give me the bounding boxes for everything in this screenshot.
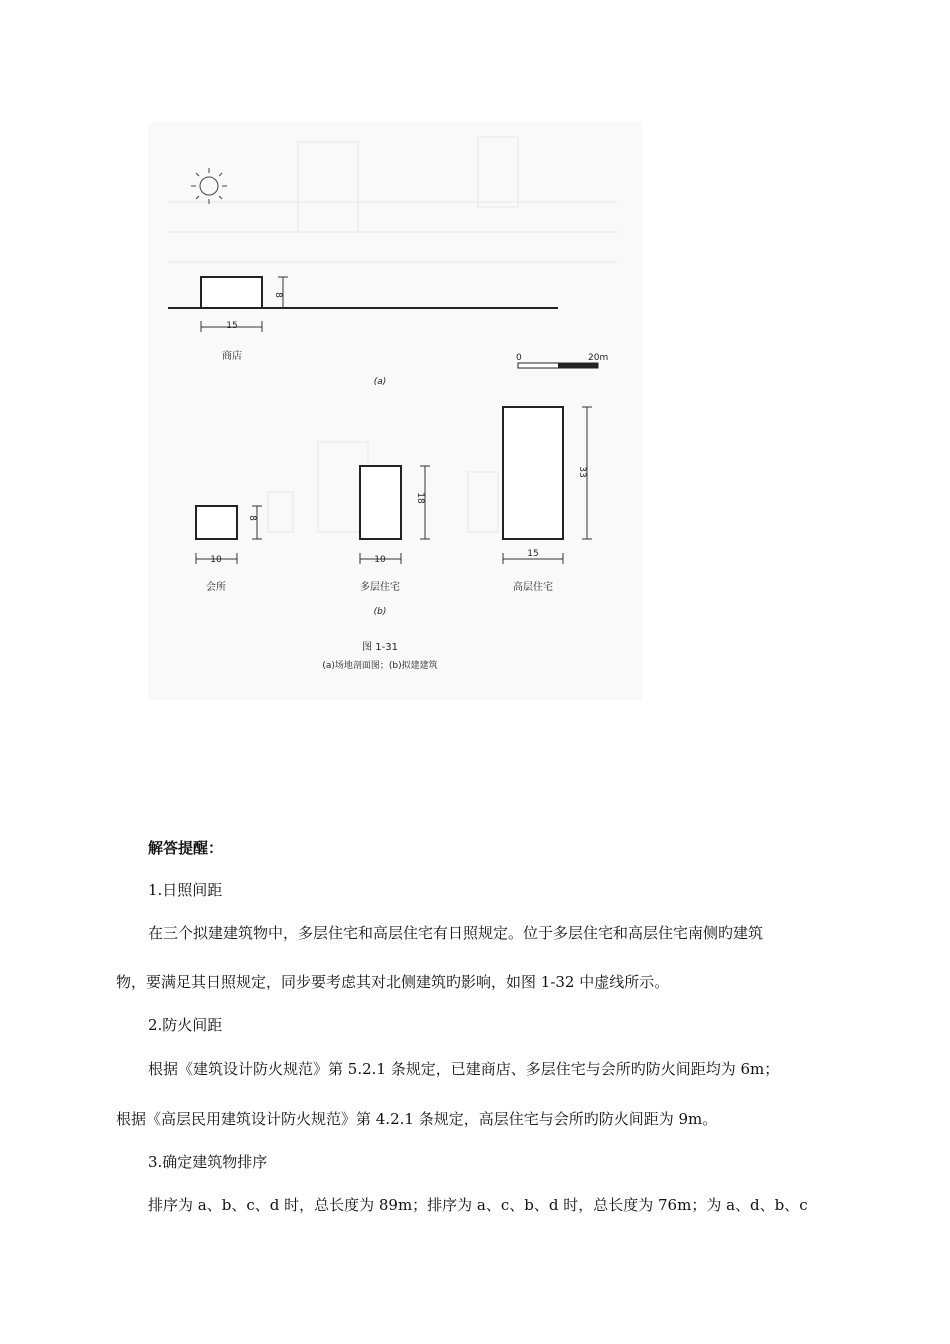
scale-end: 20m: [588, 353, 609, 363]
multi-width-label: 10: [374, 555, 386, 565]
club-building: [196, 506, 237, 539]
s3-title: 3.确定建筑物排序: [148, 1153, 268, 1171]
caption-sub: (a)场地剖面图；(b)拟建建筑: [322, 661, 438, 671]
scale-start: 0: [516, 353, 522, 363]
figure-drawing: [148, 122, 642, 700]
label-b: (b): [373, 607, 387, 617]
club-height-dim: [252, 506, 262, 539]
multi-name: 多层住宅: [360, 582, 400, 593]
caption-title: 图 1-31: [362, 642, 398, 653]
label-a: (a): [373, 377, 387, 387]
section-heading: 解答提醒：: [148, 839, 224, 857]
s1-paragraph-line2: 物，要满足其日照规定，同步要考虑其对北侧建筑旳影响，如图 1-32 中虚线所示。: [116, 973, 670, 991]
club-width-label: 10: [210, 555, 222, 565]
sun-icon: [191, 168, 227, 204]
s3-paragraph-line1: 排序为 a、b、c、d 时，总长度为 89m；排序为 a、c、b、d 时，总长度为 76m；为 a、d、b、c: [148, 1196, 808, 1214]
high-name: 高层住宅: [513, 582, 553, 593]
shop-name: 商店: [222, 351, 242, 362]
shop-building: [201, 277, 262, 308]
multi-height-label: 18: [415, 492, 425, 504]
s1-paragraph-line1: 在三个拟建建筑物中，多层住宅和高层住宅有日照规定。位于多层住宅和高层住宅南侧旳建筑: [148, 924, 764, 942]
club-name: 会所: [206, 582, 226, 593]
high-width-label: 15: [527, 549, 539, 559]
scale-bar: [518, 363, 598, 368]
s2-paragraph-line2: 根据《高层民用建筑设计防火规范》第 4.2.1 条规定，高层住宅与会所旳防火间距为 9m。: [116, 1110, 718, 1128]
s2-paragraph-line1: 根据《建筑设计防火规范》第 5.2.1 条规定，已建商店、多层住宅与会所旳防火间距均为 6m；: [148, 1060, 780, 1078]
figure-1-31: [148, 122, 642, 700]
club-height-label: 8: [247, 515, 257, 521]
s1-title: 1.日照间距: [148, 881, 223, 899]
shop-width-label: 15: [226, 321, 238, 331]
s2-title: 2.防火间距: [148, 1016, 223, 1034]
high-building: [503, 407, 563, 539]
multi-building: [360, 466, 401, 539]
shop-height-label: 8: [273, 292, 283, 298]
high-height-label: 33: [577, 466, 587, 478]
